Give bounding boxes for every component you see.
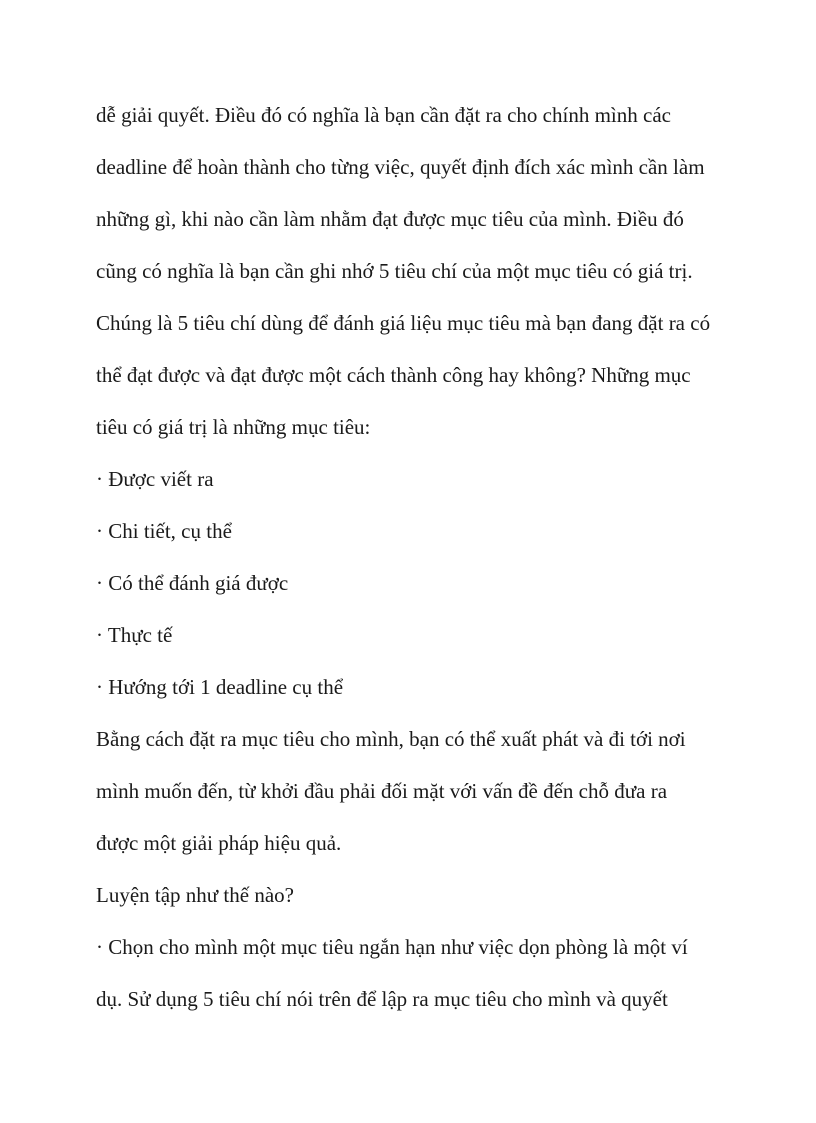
paragraph-line: dễ giải quyết. Điều đó có nghĩa là bạn cần đặt ra cho chính mình các bbox=[96, 103, 671, 127]
paragraph-line: tiêu có giá trị là những mục tiêu: bbox=[96, 415, 371, 439]
bullet-item: · Được viết ra bbox=[96, 467, 214, 491]
bullet-item: · Hướng tới 1 deadline cụ thể bbox=[96, 675, 344, 699]
paragraph-line: deadline để hoàn thành cho từng việc, quyết định đích xác mình cần làm bbox=[96, 155, 705, 179]
paragraph-line: được một giải pháp hiệu quả. bbox=[96, 831, 342, 855]
bullet-item: · Có thể đánh giá được bbox=[96, 571, 289, 595]
paragraph-line: cũng có nghĩa là bạn cần ghi nhớ 5 tiêu chí của một mục tiêu có giá trị. bbox=[96, 259, 693, 283]
paragraph-line: Bằng cách đặt ra mục tiêu cho mình, bạn có thể xuất phát và đi tới nơi bbox=[96, 727, 686, 751]
section-heading: Luyện tập như thế nào? bbox=[96, 883, 294, 907]
bullet-item: · Chọn cho mình một mục tiêu ngắn hạn như việc dọn phòng là một ví bbox=[96, 935, 688, 959]
paragraph-line: mình muốn đến, từ khởi đầu phải đối mặt với vấn đề đến chỗ đưa ra bbox=[96, 779, 668, 803]
paragraph-line: thể đạt được và đạt được một cách thành công hay không? Những mục bbox=[96, 363, 691, 387]
bullet-item: · Chi tiết, cụ thể bbox=[96, 519, 232, 543]
paragraph-line: dụ. Sử dụng 5 tiêu chí nói trên để lập ra mục tiêu cho mình và quyết bbox=[96, 987, 668, 1011]
paragraph-line: Chúng là 5 tiêu chí dùng để đánh giá liệu mục tiêu mà bạn đang đặt ra có bbox=[96, 311, 711, 335]
paragraph-line: những gì, khi nào cần làm nhằm đạt được mục tiêu của mình. Điều đó bbox=[96, 207, 684, 231]
bullet-item: · Thực tế bbox=[96, 623, 173, 647]
